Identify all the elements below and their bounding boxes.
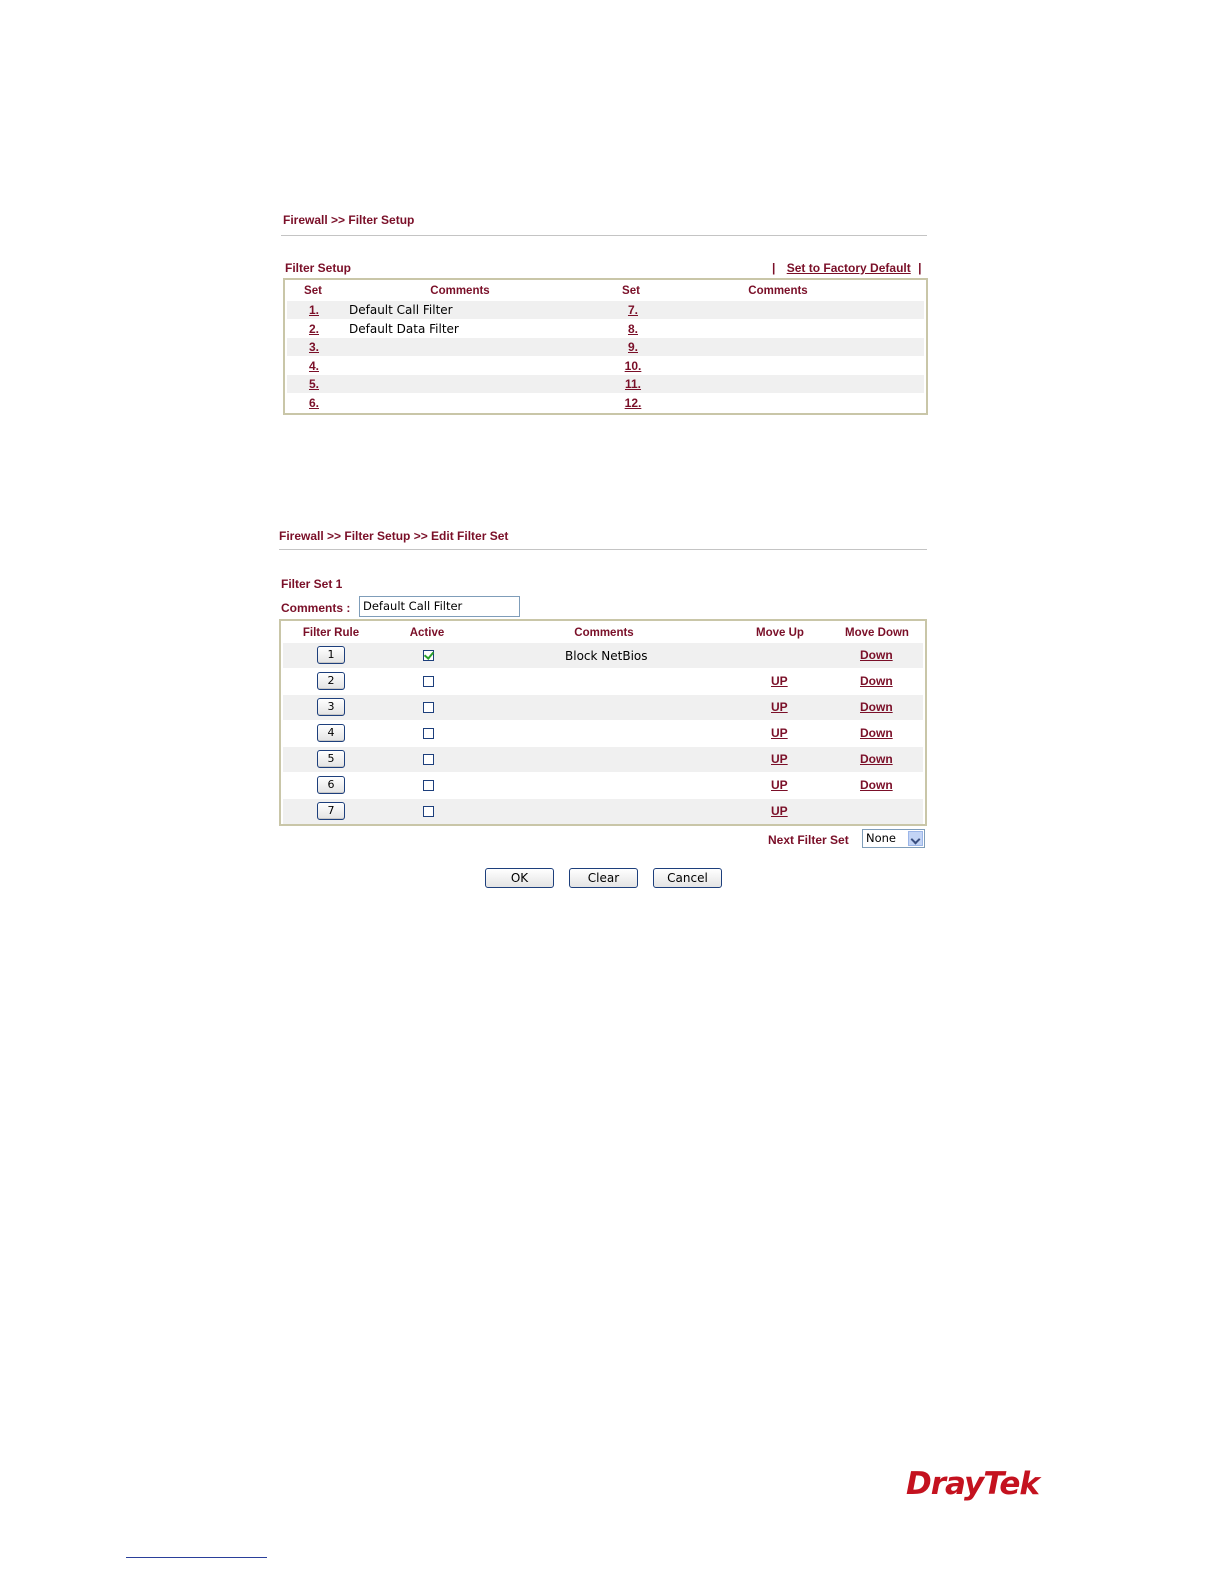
set-to-factory-default-link[interactable]: Set to Factory Default — [786, 261, 911, 275]
filter-set-link[interactable]: 10. — [624, 358, 642, 373]
filter-set-row — [287, 320, 924, 338]
comments-label: Comments : — [281, 601, 351, 615]
filter-set-link[interactable]: 11. — [624, 377, 642, 391]
active-checkbox[interactable] — [423, 754, 434, 765]
move-up-link[interactable]: UP — [771, 700, 788, 714]
filter-rule-row — [283, 669, 923, 694]
filter-set-link[interactable]: 8. — [627, 321, 638, 336]
move-up-link[interactable]: UP — [771, 674, 788, 688]
rule-comment: Block NetBios — [565, 649, 648, 663]
filter-set-link[interactable]: 6. — [308, 395, 319, 410]
move-down-link[interactable]: Down — [860, 648, 893, 662]
filter-set-link[interactable]: 1. — [308, 303, 319, 317]
next-filter-set-value: None — [866, 831, 897, 845]
footer-rule — [126, 1557, 267, 1558]
move-up-link[interactable]: UP — [771, 778, 788, 792]
filter-rule-row — [283, 643, 923, 668]
divider-edit — [279, 549, 927, 550]
comments-input[interactable]: Default Call Filter — [359, 596, 520, 617]
filter-set-link[interactable]: 4. — [308, 358, 319, 373]
filter-set-link[interactable]: 9. — [627, 340, 638, 354]
filter-set-link[interactable]: 5. — [308, 377, 319, 391]
col-header-move-up: Move Up — [756, 627, 804, 639]
col-header-active: Active — [409, 627, 445, 639]
active-checkbox[interactable] — [423, 780, 434, 791]
next-filter-set-select[interactable] — [862, 829, 925, 848]
col-header-filter-rule: Filter Rule — [302, 627, 360, 639]
col-header-set: Set — [304, 285, 322, 297]
move-down-link[interactable]: Down — [860, 700, 893, 714]
filter-set-title: Filter Set 1 — [281, 577, 343, 591]
filter-rule-button[interactable]: 4 — [317, 724, 345, 742]
filter-set-link[interactable]: 3. — [308, 340, 319, 354]
active-checkbox[interactable] — [423, 702, 434, 713]
filter-setup-title: Filter Setup — [285, 261, 352, 275]
move-up-link[interactable]: UP — [771, 726, 788, 740]
filter-rule-button[interactable]: 1 — [317, 646, 345, 664]
col-header-set-2: Set — [622, 285, 640, 297]
breadcrumb-filter-setup: Firewall >> Filter Setup — [283, 213, 415, 227]
ok-button[interactable]: OK — [485, 868, 554, 888]
filter-rule-button[interactable]: 6 — [317, 776, 345, 794]
filter-rule-row — [283, 721, 923, 746]
active-checkbox[interactable] — [423, 728, 434, 739]
move-down-link[interactable]: Down — [860, 674, 893, 688]
filter-rule-button[interactable]: 5 — [317, 750, 345, 768]
col-header-comments: Comments — [430, 285, 490, 297]
filter-sets-table — [283, 278, 928, 415]
active-checkbox[interactable] — [423, 676, 434, 687]
move-down-link[interactable]: Down — [860, 726, 893, 740]
filter-set-row — [287, 375, 924, 393]
filter-rule-button[interactable]: 2 — [317, 672, 345, 690]
chevron-down-icon[interactable] — [908, 831, 923, 846]
filter-rule-row — [283, 695, 923, 720]
filter-rule-button[interactable]: 7 — [317, 802, 345, 820]
col-header-comments-2: Comments — [748, 285, 808, 297]
move-down-link[interactable]: Down — [860, 778, 893, 792]
filter-rule-row — [283, 799, 923, 824]
next-filter-set-label: Next Filter Set — [768, 833, 849, 847]
filter-rule-button[interactable]: 3 — [317, 698, 345, 716]
filter-set-row — [287, 338, 924, 356]
filter-rule-row — [283, 747, 923, 772]
divider-top — [281, 235, 927, 236]
move-up-link[interactable]: UP — [771, 804, 788, 818]
filter-set-row — [287, 394, 924, 412]
filter-set-link[interactable]: 7. — [627, 303, 638, 317]
separator-right: | — [918, 261, 922, 275]
active-checkbox[interactable] — [423, 806, 434, 817]
draytek-logo: DrayTek — [906, 1466, 1039, 1502]
filter-set-comment: Default Data Filter — [349, 321, 459, 336]
filter-set-link[interactable]: 12. — [624, 395, 642, 410]
filter-set-row — [287, 357, 924, 375]
clear-button[interactable]: Clear — [569, 868, 638, 888]
col-header-comments: Comments — [574, 627, 634, 639]
cancel-button[interactable]: Cancel — [653, 868, 722, 888]
breadcrumb-edit-filter-set: Firewall >> Filter Setup >> Edit Filter Set — [279, 529, 509, 543]
filter-set-link[interactable]: 2. — [308, 321, 319, 336]
factory-default-area — [772, 261, 921, 275]
move-up-link[interactable]: UP — [771, 752, 788, 766]
filter-rule-row — [283, 773, 923, 798]
filter-set-row — [287, 301, 924, 319]
col-header-move-down: Move Down — [845, 627, 909, 639]
filter-set-comment: Default Call Filter — [349, 303, 453, 317]
active-checkbox[interactable] — [423, 650, 434, 661]
move-down-link[interactable]: Down — [860, 752, 893, 766]
filter-rules-table — [279, 619, 927, 826]
separator-left: | — [772, 261, 776, 275]
